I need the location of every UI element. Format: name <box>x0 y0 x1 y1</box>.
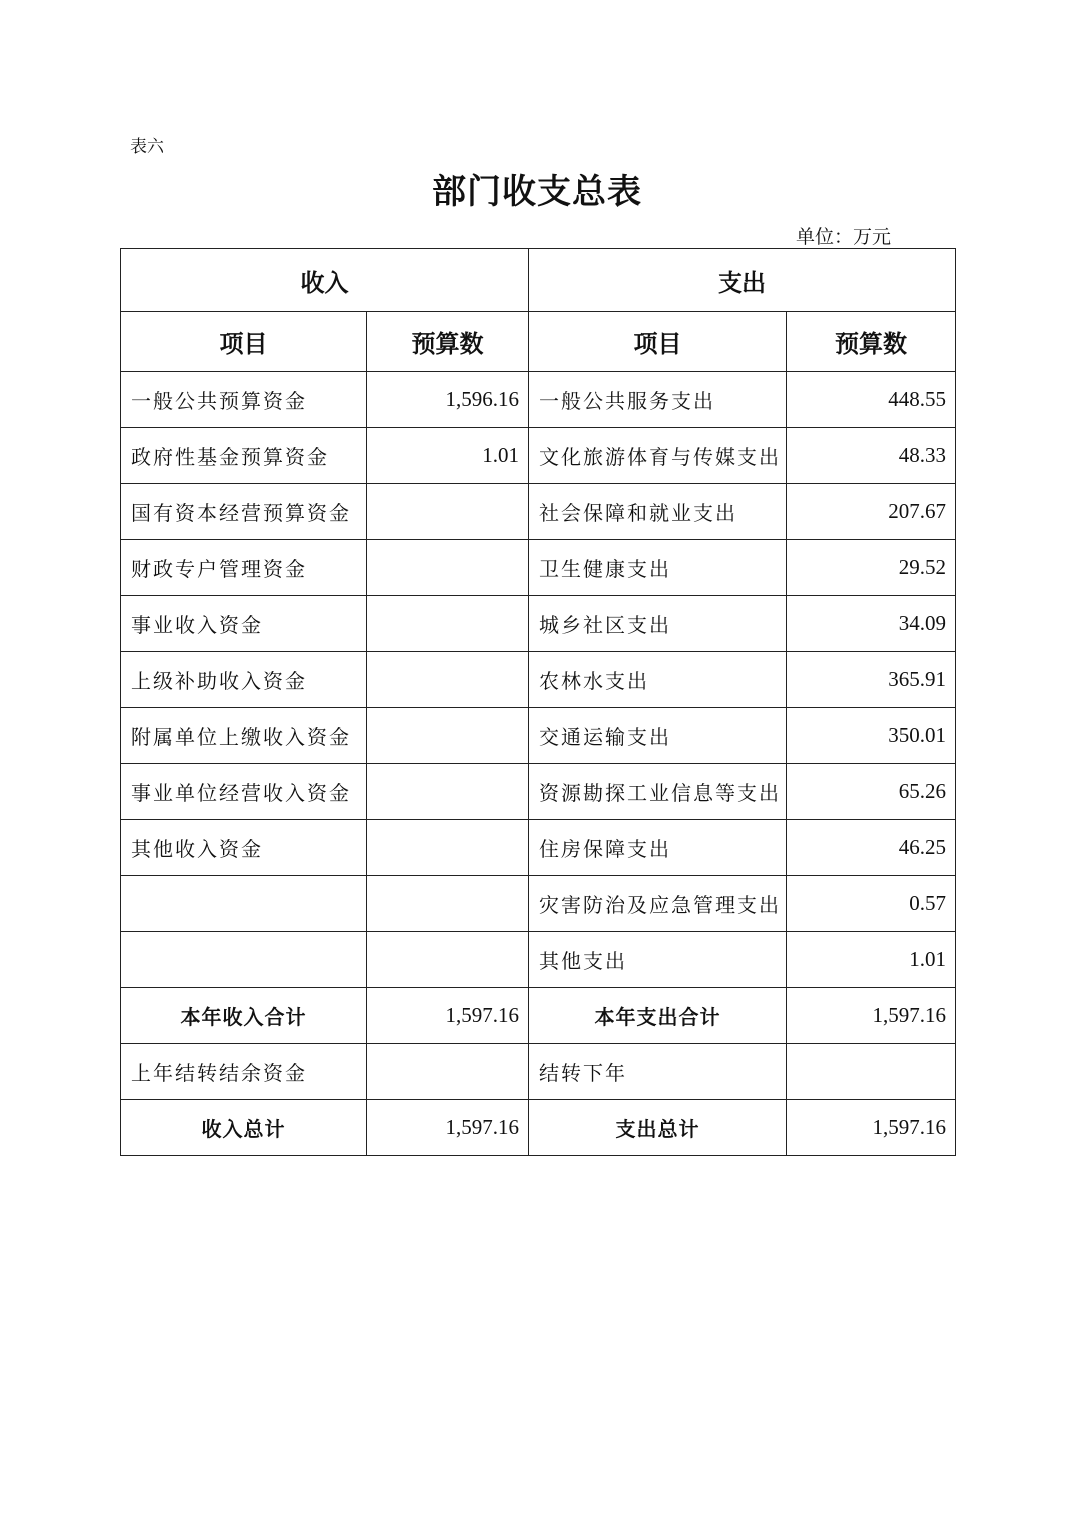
income-item: 其他收入资金 <box>121 820 367 876</box>
expense-amount-header: 预算数 <box>787 312 956 372</box>
table-number-label: 表六 <box>130 137 164 157</box>
table-row <box>121 484 956 540</box>
income-amount <box>367 876 529 932</box>
section-header-row <box>121 249 956 312</box>
expense-amount: 1.01 <box>787 932 956 988</box>
column-header-row <box>121 312 956 372</box>
expense-item-header: 项目 <box>529 312 787 372</box>
income-amount-header: 预算数 <box>367 312 529 372</box>
carry-expense-amount <box>787 1044 956 1100</box>
expense-item: 卫生健康支出 <box>529 540 787 596</box>
expense-amount: 34.09 <box>787 596 956 652</box>
expense-amount: 29.52 <box>787 540 956 596</box>
year-income-total-amount: 1,597.16 <box>367 988 529 1044</box>
income-item: 一般公共预算资金 <box>121 372 367 428</box>
income-amount <box>367 932 529 988</box>
income-item-header: 项目 <box>121 312 367 372</box>
income-item <box>121 876 367 932</box>
income-item: 附属单位上缴收入资金 <box>121 708 367 764</box>
year-total-row <box>121 988 956 1044</box>
carry-expense-item: 结转下年 <box>529 1044 787 1100</box>
carry-income-item: 上年结转结余资金 <box>121 1044 367 1100</box>
table-row <box>121 764 956 820</box>
income-amount <box>367 708 529 764</box>
year-income-total-label: 本年收入合计 <box>121 988 367 1044</box>
income-item: 上级补助收入资金 <box>121 652 367 708</box>
year-expense-total-label: 本年支出合计 <box>529 988 787 1044</box>
budget-table <box>120 248 956 1156</box>
income-amount <box>367 652 529 708</box>
table-row <box>121 932 956 988</box>
income-amount <box>367 484 529 540</box>
expense-item: 文化旅游体育与传媒支出 <box>529 428 787 484</box>
expense-amount: 48.33 <box>787 428 956 484</box>
year-expense-total-amount: 1,597.16 <box>787 988 956 1044</box>
income-item: 国有资本经营预算资金 <box>121 484 367 540</box>
expense-amount: 448.55 <box>787 372 956 428</box>
table-row <box>121 876 956 932</box>
income-amount <box>367 820 529 876</box>
grand-income-total-label: 收入总计 <box>121 1100 367 1156</box>
income-header: 收入 <box>121 249 529 312</box>
expense-amount: 65.26 <box>787 764 956 820</box>
expense-header: 支出 <box>529 249 956 312</box>
expense-item: 住房保障支出 <box>529 820 787 876</box>
page-title: 部门收支总表 <box>432 172 642 212</box>
grand-expense-total-label: 支出总计 <box>529 1100 787 1156</box>
expense-item: 城乡社区支出 <box>529 596 787 652</box>
table-row <box>121 428 956 484</box>
expense-item: 交通运输支出 <box>529 708 787 764</box>
income-amount <box>367 764 529 820</box>
grand-expense-total-amount: 1,597.16 <box>787 1100 956 1156</box>
expense-item: 一般公共服务支出 <box>529 372 787 428</box>
carry-income-amount <box>367 1044 529 1100</box>
expense-amount: 207.67 <box>787 484 956 540</box>
expense-item: 其他支出 <box>529 932 787 988</box>
expense-amount: 350.01 <box>787 708 956 764</box>
income-item <box>121 932 367 988</box>
expense-item: 农林水支出 <box>529 652 787 708</box>
table-row <box>121 372 956 428</box>
expense-amount: 0.57 <box>787 876 956 932</box>
unit-label: 单位：万元 <box>796 226 892 248</box>
expense-item: 社会保障和就业支出 <box>529 484 787 540</box>
income-item: 事业单位经营收入资金 <box>121 764 367 820</box>
grand-income-total-amount: 1,597.16 <box>367 1100 529 1156</box>
grand-total-row <box>121 1100 956 1156</box>
carry-over-row <box>121 1044 956 1100</box>
table-row <box>121 708 956 764</box>
table-row <box>121 540 956 596</box>
table-row <box>121 652 956 708</box>
income-amount <box>367 596 529 652</box>
expense-amount: 365.91 <box>787 652 956 708</box>
income-amount <box>367 540 529 596</box>
table-row <box>121 596 956 652</box>
income-item: 事业收入资金 <box>121 596 367 652</box>
income-amount: 1,596.16 <box>367 372 529 428</box>
expense-item: 灾害防治及应急管理支出 <box>529 876 787 932</box>
income-item: 政府性基金预算资金 <box>121 428 367 484</box>
expense-item: 资源勘探工业信息等支出 <box>529 764 787 820</box>
table-row <box>121 820 956 876</box>
income-amount: 1.01 <box>367 428 529 484</box>
expense-amount: 46.25 <box>787 820 956 876</box>
income-item: 财政专户管理资金 <box>121 540 367 596</box>
